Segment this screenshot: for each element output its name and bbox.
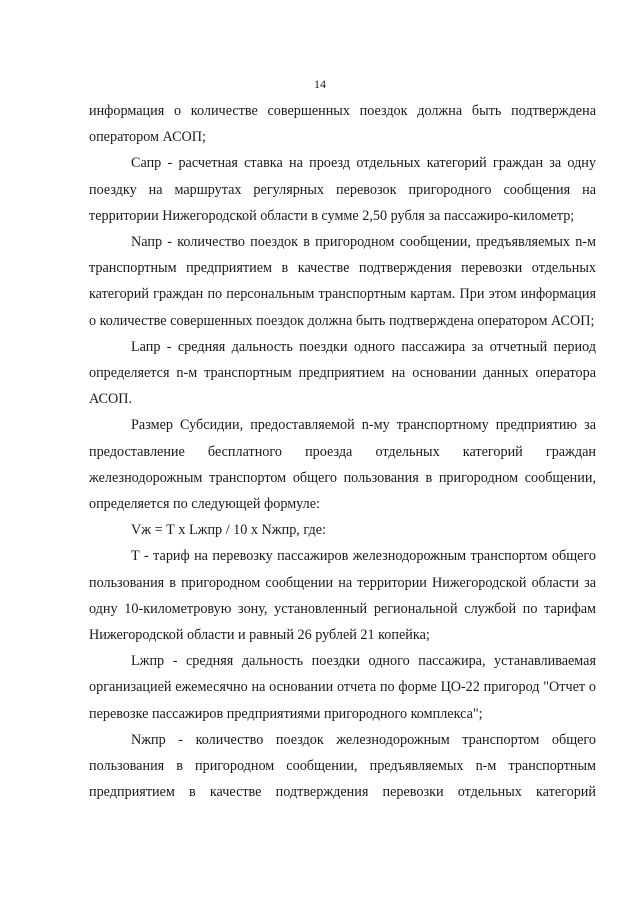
paragraph-asop-continuation: информация о количестве совершенных поездок должна быть подтверждена оператором АСОП; (89, 103, 596, 146)
formula-vzh: Vж = Т x Lжпр / 10 x Nжпр, где: (131, 522, 326, 539)
paragraph-sapr-definition: Сапр - расчетная ставка на проезд отдельных категорий граждан за одну поездку на маршрутах регулярных перевозок пригородного сообщения на территории Нижегородской области в сумме 2,50 рубля за пассажиро-километр; (89, 155, 596, 224)
page-number: 14 (314, 77, 326, 91)
paragraph-nzhpr-definition: Nжпр - количество поездок железнодорожным транспортом общего пользования в пригородном сообщении, предъявляемых n-м транспортным предприятием в качестве подтверждения перевозки отдельных категорий (89, 731, 596, 801)
paragraph-tariff-definition: Т - тариф на перевозку пассажиров железнодорожным транспортом общего пользования в пригородном сообщении на территории Нижегородской области за одну 10-километровую зону, установленный региональной службой по тарифам Нижегородской области и равный 26 рублей 21 копейка; (89, 548, 596, 644)
paragraph-lapr-definition: Lапр - средняя дальность поездки одного пассажира за отчетный период определяется n-м транспортным предприятием на основании данных оператора АСОП. (89, 338, 596, 408)
paragraph-subsidy-rail: Размер Субсидии, предоставляемой n-му транспортному предприятию за предоставление бесплатного проезда отдельных категорий граждан железнодорожным транспортом общего пользования в пригородном сообщении, определяется по следующей формуле: (89, 417, 596, 513)
document-body (89, 98, 596, 805)
paragraph-lzhpr-definition: Lжпр - средняя дальность поездки одного пассажира, устанавливаемая организацией ежемесячно на основании отчета по форме ЦО-22 пригород "Отчет о перевозке пассажиров предприятиями пригородного комплекса"; (89, 653, 596, 722)
paragraph-napr-definition: Nапр - количество поездок в пригородном сообщении, предъявляемых n-м транспортным предприятием в качестве подтверждения перевозки отдельных категорий граждан по персональным транспортным картам. При этом информация о количестве совершенных поездок должна быть подтверждена оператором АСОП; (89, 234, 596, 329)
